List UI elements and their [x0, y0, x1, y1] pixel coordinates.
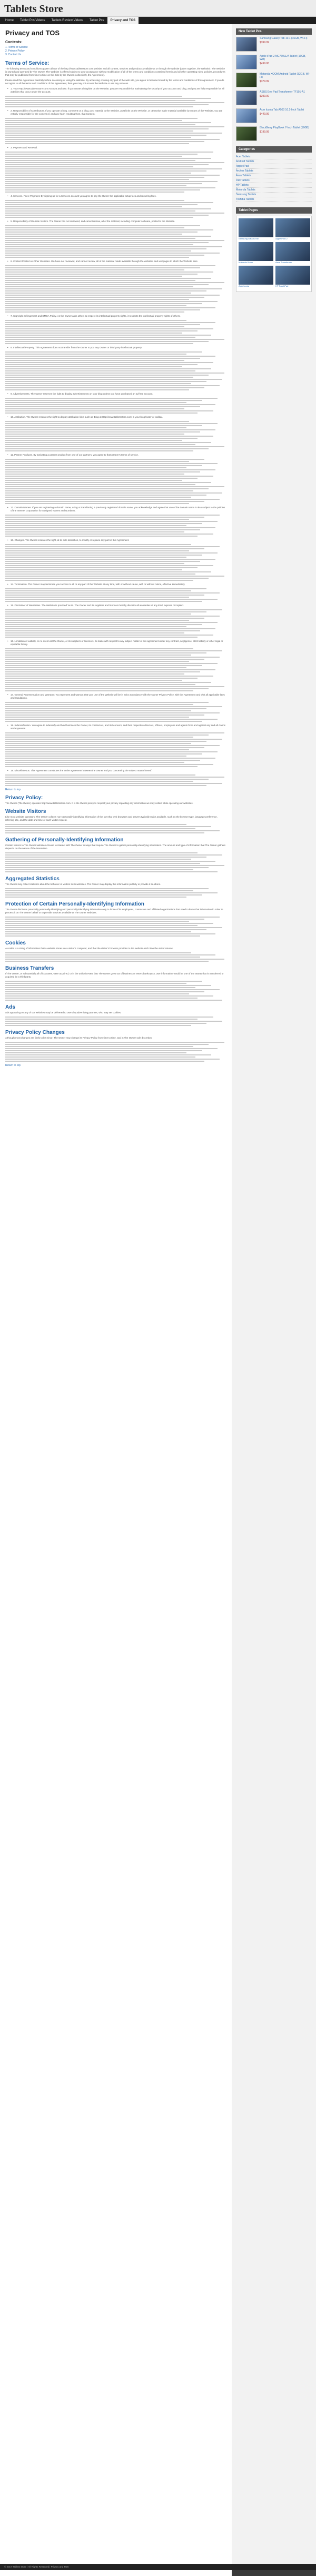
- site-header: [0, 0, 316, 17]
- tos-item: [7, 416, 226, 419]
- tos-item-text: 16. Limitation of Liability. In no event will the Owner, or its suppliers or licensors, be liable with respect to any subject matter of this agreement under any contract, negligence, strict liability or other legal or equitable theory.: [11, 640, 223, 646]
- product-price: $379.99: [260, 80, 270, 83]
- main-nav: [0, 17, 316, 24]
- toc-link[interactable]: 3. Contact Us: [5, 53, 22, 56]
- privacy-heading: Privacy Policy:: [5, 795, 43, 801]
- privacy-paragraph: Certain visitors to The Owner websites choose to interact with The Owner in ways that require The Owner to gather personally-identifying information. The amount and type of information that The Owner gathers depends on the nature of the interaction.: [5, 844, 226, 850]
- widget-title: Tablet Pages: [236, 207, 312, 214]
- category-link[interactable]: Samsung Tablets: [236, 193, 312, 197]
- text-lines: [5, 732, 226, 767]
- product-thumbnail[interactable]: [236, 37, 257, 52]
- text-lines: [5, 265, 226, 313]
- tos-item-text: 4. Services. Fees; Payment. By signing up for a Services account you agree to pay the Owner the applicable setup fees and recurring fees.: [11, 195, 156, 197]
- text-lines: [5, 702, 226, 722]
- tos-item: [7, 315, 226, 318]
- privacy-paragraph: Like most website operators, The Owner collects non-personally-identifying information of the sort that web browsers and servers typically make available, such as the browser type, language preference, referring site, and the date and time of each visitor request.: [5, 816, 218, 821]
- bullet-icon: •: [7, 724, 8, 727]
- tos-item: [7, 454, 226, 457]
- ad-item[interactable]: [239, 218, 273, 240]
- tos-item-text: 19. Miscellaneous. This Agreement constitutes the entire agreement between the Owner and you concerning the subject matter hereof.: [11, 769, 152, 772]
- category-link[interactable]: Archos Tablets: [236, 169, 312, 174]
- ad-caption[interactable]: Motorola Xoom: [239, 261, 253, 264]
- tos-item: [7, 260, 226, 263]
- privacy-subheading: Ads: [5, 1004, 15, 1010]
- tos-item: [7, 693, 226, 700]
- ad-image[interactable]: [275, 266, 310, 285]
- main-content: [0, 24, 232, 2576]
- ad-row: [239, 218, 309, 240]
- ad-item[interactable]: [275, 218, 310, 240]
- tos-list: [5, 87, 226, 786]
- product-name[interactable]: Acer Iconia Tab A500 10.1-Inch Tablet: [260, 108, 304, 112]
- tos-item: [7, 724, 226, 730]
- ad-image[interactable]: [239, 242, 273, 261]
- tos-item-text: 9. Advertisements. The Owner reserves the right to display advertisements on your blog unless you have purchased an ad-free account.: [11, 393, 153, 395]
- privacy-subheading: Aggregated Statistics: [5, 876, 60, 882]
- product-price: $449.99: [260, 113, 270, 116]
- product-item[interactable]: [236, 55, 312, 69]
- privacy-paragraph: The Owner discloses potentially personally-identifying and personally-identifying information only to those of its employees, contractors and affiliated organizations that need to know that information in order to process it on The Owner behalf or to provide services available at The Owner websites.: [5, 908, 223, 914]
- ad-item[interactable]: [275, 242, 310, 264]
- tos-item: [7, 583, 226, 586]
- text-lines: [5, 648, 226, 691]
- tos-item-text: 18. Indemnification. You agree to indemnify and hold harmless the Owner, its contractors, and its licensors, and their respective directors, officers, employees and agents from and against any and all claims and expenses.: [11, 724, 225, 730]
- sidebar: [232, 24, 316, 2570]
- text-lines: [5, 1042, 226, 1062]
- bullet-icon: •: [7, 539, 8, 541]
- privacy-paragraph: If The Owner, or substantially all of its assets, were acquired, or in the unlikely event that The Owner goes out of business or enters bankruptcy, user information would be one of the assets that is transferred or acquired by a third party.: [5, 972, 224, 978]
- page-title: Privacy and TOS: [5, 29, 60, 37]
- tos-item-text: 15. Disclaimer of Warranties. The Website is provided 'as is'. The Owner and its suppliers and licensors hereby disclaim all warranties of any kind, express or implied.: [11, 604, 184, 607]
- text-lines: [5, 515, 226, 537]
- ad-caption[interactable]: Asus Transformer: [275, 261, 292, 264]
- text-lines: [5, 588, 226, 602]
- text-lines: [5, 200, 226, 218]
- ad-row: [239, 266, 309, 287]
- product-price: $399.99: [260, 41, 270, 44]
- text-lines: [5, 351, 226, 390]
- product-name[interactable]: ASUS Eee Pad Transformer TF101-A1: [260, 90, 305, 94]
- product-price: $499.00: [260, 62, 270, 65]
- privacy-sections: [5, 810, 226, 1062]
- tos-item-text: 11. Partner Products. By activating a partner product from one of our partners, you agree to that partner's terms of service.: [11, 454, 139, 456]
- contents-label: Contents:: [5, 41, 23, 44]
- text-lines: [5, 888, 226, 898]
- nav-review-videos[interactable]: Tablets Review Videos: [51, 19, 83, 22]
- text-lines: [5, 852, 226, 872]
- tos-item: [7, 220, 226, 223]
- tos-item: [7, 539, 226, 542]
- product-name[interactable]: Apple iPad 2 MC769LL/A Tablet (16GB, Wifi): [260, 55, 306, 61]
- bullet-icon: •: [7, 109, 8, 112]
- tos-item: [7, 87, 226, 94]
- category-link[interactable]: Acer Tablets: [236, 155, 312, 159]
- tos-item-text: 7. Copyright Infringement and DMCA Policy. As the Owner asks others to respect its intellectual property rights, it respects the intellectual property rights of others.: [11, 315, 181, 317]
- site-title[interactable]: Tablets Store: [4, 3, 63, 15]
- tos-item-text: 5. Responsibility of Website Visitors. The Owner has not reviewed, and cannot review, all of the material, including computer software, posted to the Website.: [11, 220, 175, 223]
- category-link[interactable]: Android Tablets: [236, 159, 312, 164]
- bullet-icon: •: [7, 454, 8, 456]
- ad-caption[interactable]: HP TouchPad: [275, 285, 289, 287]
- return-to-top-link[interactable]: Return to top: [5, 1064, 21, 1067]
- tos-intro-2: Please read this Agreement carefully before accessing or using the Website. By accessing or using any part of the web site, you agree to become bound by the terms and conditions of this agreement. If you do not agree to all the terms and conditions of this agreement, then you may not access the Website or use any services.: [5, 79, 224, 85]
- toc-link[interactable]: 1. Terms of Service: [5, 46, 28, 49]
- privacy-paragraph: Although most changes are likely to be minor, The Owner may change its Privacy Policy from time to time, and in The Owner sole discretion.: [5, 1037, 153, 1039]
- bullet-icon: •: [7, 260, 8, 263]
- ad-image[interactable]: [275, 218, 310, 237]
- tos-item: [7, 604, 226, 607]
- table-of-contents: [5, 46, 226, 57]
- privacy-subheading: Website Visitors: [5, 809, 46, 814]
- tos-item: [7, 195, 226, 198]
- product-item[interactable]: [236, 37, 312, 52]
- bullet-icon: •: [7, 346, 8, 349]
- nav-home[interactable]: Home: [5, 19, 14, 22]
- product-name[interactable]: Samsung Galaxy Tab 10.1 (16GB, Wi-Fi): [260, 37, 308, 40]
- tos-item-text: 6. Content Posted on Other Websites. We have not reviewed, and cannot review, all of the material made available through the websites and webpages to which the Website links.: [11, 260, 198, 263]
- category-link[interactable]: Motorola Tablets: [236, 188, 312, 193]
- bullet-icon: •: [7, 195, 8, 197]
- text-lines: [5, 774, 226, 786]
- site-footer: © 2017 Tablets Store | All Rights Reserved | Privacy and TOS: [0, 2564, 316, 2570]
- privacy-paragraph: A cookie is a string of information that a website stores on a visitor's computer, and that the visitor's browser provides to the website each time the visitor returns.: [5, 947, 174, 950]
- privacy-subheading: Business Transfers: [5, 965, 54, 971]
- tos-item-text: 17. General Representation and Warranty. You represent and warrant that your use of the Website will be in strict accordance with the Owner Privacy Policy, with this Agreement and with all applicable laws and regulations.: [11, 693, 225, 699]
- tos-item: [7, 640, 226, 646]
- return-to-top-link[interactable]: Return to top: [5, 788, 21, 791]
- text-lines: [5, 152, 226, 193]
- product-name[interactable]: Motorola XOOM Android Tablet (32GB, Wi-Fi): [260, 73, 310, 79]
- privacy-subheading: Privacy Policy Changes: [5, 1030, 65, 1035]
- toc-link[interactable]: 2. Privacy Policy: [5, 49, 25, 53]
- product-name[interactable]: BlackBerry PlayBook 7-Inch Tablet (16GB): [260, 126, 310, 129]
- privacy-paragraph: Ads appearing on any of our websites may be delivered to users by advertising partners, who may set cookies.: [5, 1011, 122, 1014]
- tos-item: [7, 346, 226, 349]
- bullet-icon: •: [7, 416, 8, 418]
- nav-privacy-tos[interactable]: Privacy and TOS: [107, 17, 139, 24]
- bullet-icon: •: [7, 693, 8, 696]
- bullet-icon: •: [7, 769, 8, 772]
- privacy-subheading: Gathering of Personally-Identifying Information: [5, 837, 124, 843]
- product-thumbnail[interactable]: [236, 55, 257, 69]
- ad-item[interactable]: [239, 266, 273, 287]
- product-list: [236, 37, 312, 141]
- text-lines: [5, 1017, 226, 1026]
- ad-item[interactable]: [239, 242, 273, 264]
- new-tablets-widget: [236, 28, 312, 141]
- category-link[interactable]: HP Tablets: [236, 183, 312, 188]
- tos-item-text: 14. Termination. The Owner may terminate your access to all or any part of the Website at any time, with or without cause, with or without notice, effective immediately.: [11, 583, 185, 586]
- tos-intro: The following terms and conditions govern all use of the http://www.tabletsstore.com website and all content, services and products available at or through the website (taken together, the Website). The Website is owned and operated by The Owner. The Website is offered subject to your acceptance without modification of all of the terms and conditions contained herein and all other operating rules, policies, procedures that may be published from time to time on this Site by the Owner (collectively, the Agreement).: [5, 67, 225, 76]
- product-item[interactable]: [236, 108, 312, 123]
- text-lines: [5, 398, 226, 414]
- tos-item-text: 3. Payment and Renewal.: [11, 146, 38, 149]
- ad-image[interactable]: [275, 242, 310, 261]
- tos-item-text: 12. Domain Names. If you are registering a domain name, using or transferring a previously registered domain name, you acknowledge and agree that use of the domain name is also subject to the policies of the Internet Corporation for Assigned Names and Numbers.: [11, 506, 225, 512]
- bullet-icon: •: [7, 146, 8, 149]
- tos-item: [7, 146, 226, 149]
- category-list: [236, 155, 312, 202]
- text-lines: [5, 609, 226, 638]
- category-link[interactable]: Apple iPad: [236, 164, 312, 169]
- tos-item-text: 13. Changes. The Owner reserves the right, at its sole discretion, to modify or replace any part of this Agreement.: [11, 539, 130, 541]
- ad-caption[interactable]: Acer Iconia: [239, 285, 250, 287]
- bullet-icon: •: [7, 604, 8, 607]
- text-lines: [5, 544, 226, 581]
- ad-caption[interactable]: Apple iPad 2: [275, 237, 288, 240]
- ad-caption[interactable]: Samsung Galaxy Tab: [239, 237, 259, 240]
- tos-item-text: 1. Your Http://www.tabletsstore.com Account and Site. If you create a blog/site on the Website, you are responsible for maintaining the security of your account and blog, and you are fully responsible for all activities that occur under the account.: [11, 87, 224, 93]
- text-lines: [5, 981, 226, 1001]
- bullet-icon: •: [7, 506, 8, 509]
- ad-item[interactable]: [275, 266, 310, 287]
- product-thumbnail[interactable]: [236, 126, 257, 141]
- bullet-icon: •: [7, 220, 8, 223]
- bullet-icon: •: [7, 87, 8, 90]
- nav-tablet-videos[interactable]: Tablet Pcs Videos: [20, 19, 45, 22]
- category-link[interactable]: Toshiba Tablets: [236, 197, 312, 202]
- privacy-paragraph: The Owner may collect statistics about the behavior of visitors to its websites. The Owner may display this information publicly or provide it to others.: [5, 883, 161, 886]
- tablet-pages-widget: [236, 207, 312, 292]
- privacy-subheading: Protection of Certain Personally-Identifying Information: [5, 901, 144, 907]
- categories-widget: [236, 146, 312, 202]
- product-price: $199.99: [260, 130, 270, 134]
- bullet-icon: •: [7, 640, 8, 642]
- bullet-icon: •: [7, 315, 8, 317]
- product-item[interactable]: [236, 126, 312, 141]
- product-item[interactable]: [236, 90, 312, 105]
- bullet-icon: •: [7, 393, 8, 395]
- nav-tablet-pcs[interactable]: Tablet Pcs: [89, 19, 104, 22]
- product-item[interactable]: [236, 73, 312, 87]
- product-thumbnail[interactable]: [236, 108, 257, 123]
- text-lines: [5, 421, 226, 451]
- tos-item-text: 10. Attribution. The Owner reserves the right to display attribution links such as 'Blog at Http://www.tabletsstore.com' in your blog footer or toolbar.: [11, 416, 163, 418]
- text-lines: [5, 118, 226, 144]
- category-link[interactable]: Dell Tablets: [236, 178, 312, 183]
- ad-image[interactable]: [239, 218, 273, 237]
- text-lines: [5, 96, 226, 107]
- tos-item: [7, 393, 226, 396]
- tos-item-text: 8. Intellectual Property. This Agreement does not transfer from the Owner to you any Owner or third party intellectual property.: [11, 346, 142, 349]
- category-link[interactable]: Asus Tablets: [236, 174, 312, 178]
- ad-grid: [236, 216, 312, 292]
- product-thumbnail[interactable]: [236, 90, 257, 105]
- text-lines: [5, 459, 226, 504]
- tos-item: [7, 769, 226, 772]
- tos-item: [7, 109, 226, 116]
- widget-title: Categories: [236, 146, 312, 153]
- product-price: $399.00: [260, 95, 270, 98]
- privacy-intro: The Owner (The Owner) operates http://www.tabletsstore.com. It is the Owner policy to respect your privacy regarding any information we may collect while operating our websites.: [5, 802, 193, 804]
- ad-row: [239, 242, 309, 264]
- text-lines: [5, 952, 226, 962]
- widget-title: New Tablet Pcs: [236, 28, 312, 35]
- text-lines: [5, 320, 226, 344]
- text-lines: [5, 225, 226, 258]
- tos-item-text: 2. Responsibility of Contributors. If you operate a blog, comment on a blog, post material to the Website, post links on the Website, or otherwise make material available by means of the Website, you are entirely responsible for the content of, and any harm resulting from, that Content.: [11, 109, 223, 115]
- product-thumbnail[interactable]: [236, 73, 257, 87]
- tos-item: [7, 506, 226, 512]
- bullet-icon: •: [7, 583, 8, 586]
- text-lines: [5, 917, 226, 937]
- privacy-subheading: Cookies: [5, 940, 26, 946]
- ad-image[interactable]: [239, 266, 273, 285]
- tos-heading: Terms of Service:: [5, 61, 50, 66]
- text-lines: [5, 824, 226, 833]
